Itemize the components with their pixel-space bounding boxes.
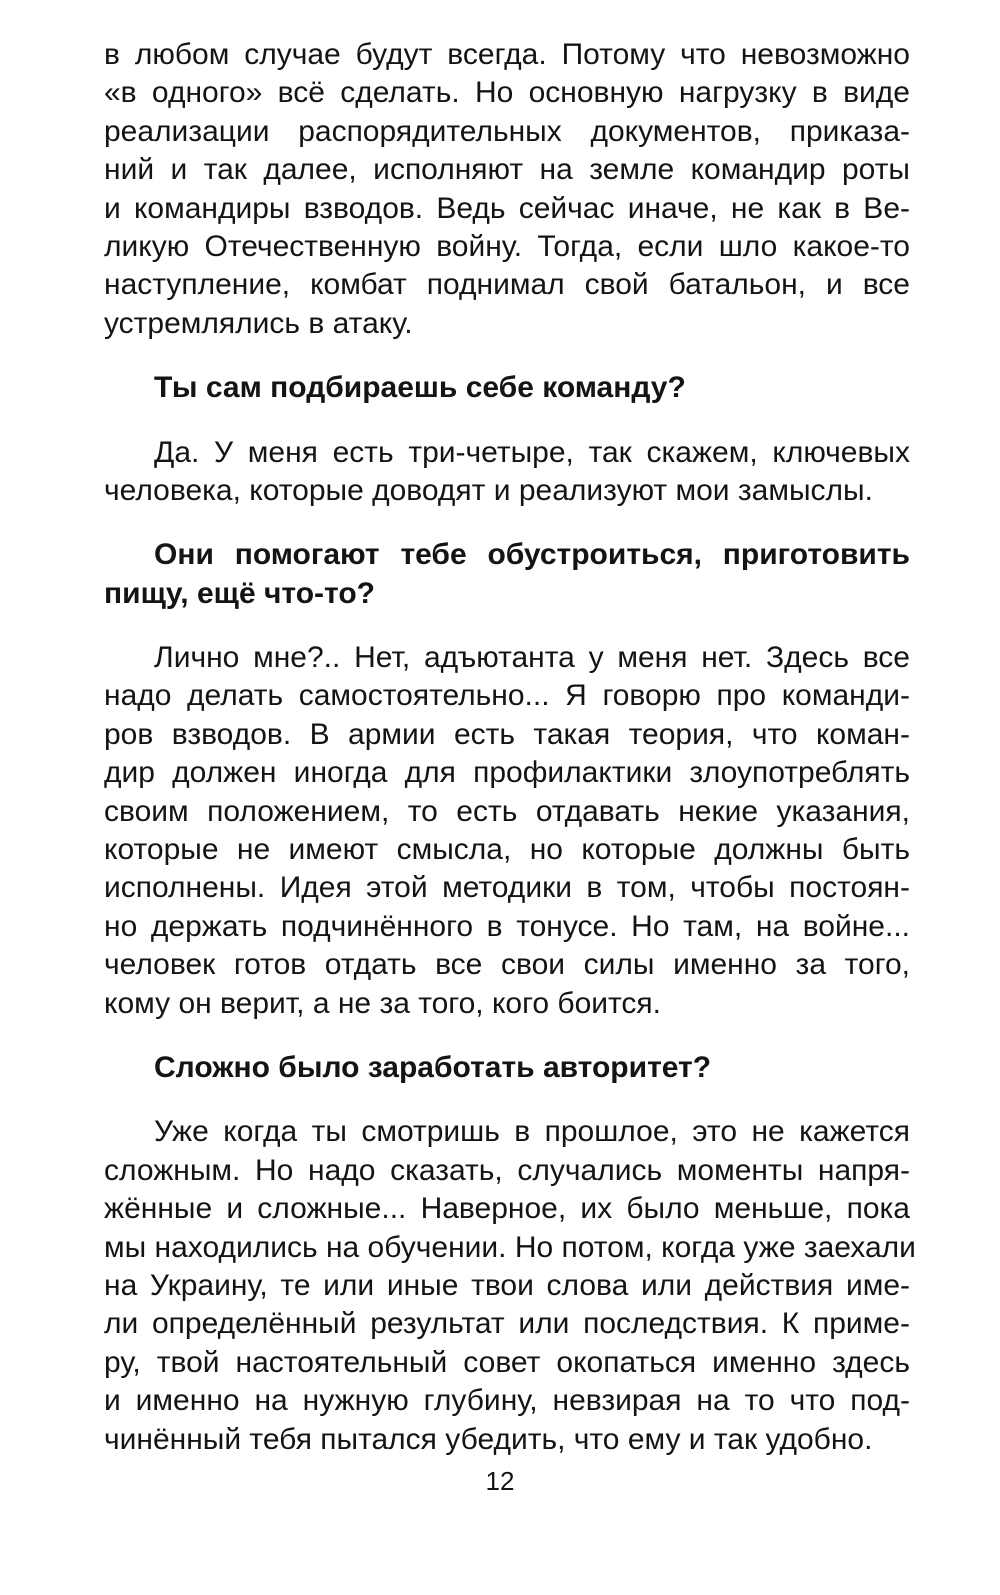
text-line: пищу, ещё что-то? bbox=[104, 576, 375, 610]
question-paragraph bbox=[104, 536, 910, 613]
text-line: дир должен иногда для профилактики злоупотреблять bbox=[104, 756, 910, 790]
text-line: реализации распорядительных документов, приказа- bbox=[104, 114, 910, 148]
text-line: исполнены. Идея этой методики в том, чтобы постоян- bbox=[104, 871, 910, 905]
text-line: но держать подчинённого в тонусе. Но там, на войне... bbox=[104, 909, 910, 943]
text-line: на Украину, те или иные твои слова или действия име- bbox=[104, 1268, 910, 1302]
text-line: ру, твой настоятельный совет окопаться именно здесь bbox=[104, 1345, 910, 1379]
text-line: Ты сам подбираешь себе команду? bbox=[154, 371, 686, 405]
text-line: Уже когда ты смотришь в прошлое, это не кажется bbox=[154, 1115, 910, 1149]
text-line: мы находились на обучении. Но потом, когда уже заехали bbox=[104, 1230, 916, 1264]
text-line: наступление, комбат поднимал свой батальон, и все bbox=[104, 268, 910, 302]
paragraph-gap bbox=[104, 510, 910, 536]
answer-paragraph bbox=[104, 434, 910, 511]
text-line: ний и так далее, исполняют на земле командир роты bbox=[104, 153, 910, 187]
answer-paragraph bbox=[104, 1113, 916, 1459]
text-line: жённые и сложные... Наверное, их было меньше, пока bbox=[104, 1192, 910, 1226]
text-column bbox=[104, 36, 916, 1459]
question-paragraph bbox=[104, 1049, 910, 1087]
text-line: чинённый тебя пытался убедить, что ему и так удобно. bbox=[104, 1422, 873, 1456]
text-line: Да. У меня есть три-четыре, так скажем, ключевых bbox=[154, 435, 910, 469]
text-line: ров взводов. В армии есть такая теория, что коман- bbox=[104, 717, 910, 751]
paragraph-gap bbox=[104, 613, 910, 639]
text-line: надо делать самостоятельно... Я говорю про команди- bbox=[104, 679, 910, 713]
text-line: которые не имеют смысла, но которые должны быть bbox=[104, 833, 910, 867]
text-line: и именно на нужную глубину, невзирая на то что под- bbox=[104, 1384, 910, 1418]
paragraph-gap bbox=[104, 1087, 910, 1113]
text-line: Они помогают тебе обустроиться, приготовить bbox=[154, 538, 910, 572]
text-line: устремлялись в атаку. bbox=[104, 306, 413, 340]
page-number: 12 bbox=[485, 1466, 515, 1496]
text-line: ли определённый результат или последствия. К приме- bbox=[104, 1307, 910, 1341]
text-line: и командиры взводов. Ведь сейчас иначе, не как в Ве- bbox=[104, 191, 910, 225]
paragraph-gap bbox=[104, 343, 910, 369]
text-line: человека, которые доводят и реализуют мои замыслы. bbox=[104, 473, 873, 507]
text-line: Лично мне?.. Нет, адъютанта у меня нет. Здесь все bbox=[154, 641, 910, 675]
answer-paragraph bbox=[104, 639, 910, 1023]
question-paragraph bbox=[104, 369, 910, 407]
paragraph-gap bbox=[104, 1023, 910, 1049]
answer-paragraph bbox=[104, 36, 910, 343]
text-line: «в одного» всё сделать. Но основную нагрузку в виде bbox=[104, 76, 910, 110]
text-line: в любом случае будут всегда. Потому что невозможно bbox=[104, 38, 910, 71]
text-line: кому он верит, а не за того, кого боится. bbox=[104, 986, 662, 1020]
text-line: сложным. Но надо сказать, случались моменты напря- bbox=[104, 1153, 910, 1187]
text-line: человек готов отдать все свои силы именно за того, bbox=[104, 948, 910, 982]
text-line: Сложно было заработать авторитет? bbox=[154, 1050, 712, 1084]
paragraph-gap bbox=[104, 408, 910, 434]
text-line: своим положением, то есть отдавать некие указания, bbox=[104, 794, 910, 828]
text-line: ликую Отечественную войну. Тогда, если шло какое-то bbox=[104, 229, 910, 263]
